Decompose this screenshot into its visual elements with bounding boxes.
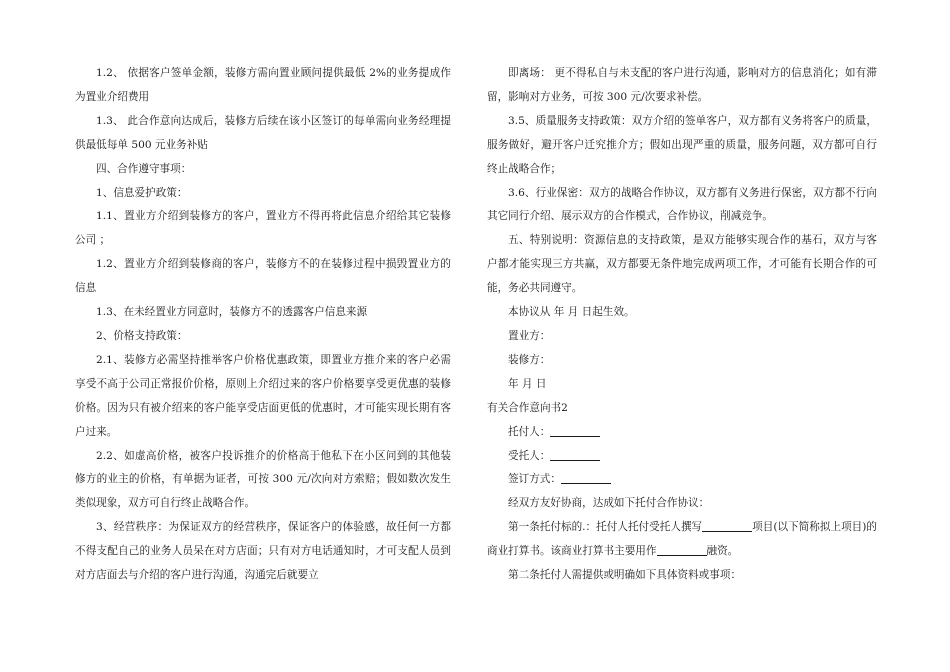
signature-date-line: 年 月 日: [508, 377, 547, 390]
agreement-intro: 经双方友好协商，达成如下托付合作协议：: [508, 497, 710, 510]
trustee-blank: [550, 447, 600, 461]
document-2-title: 有关合作意向书2: [487, 401, 568, 414]
principal-blank: [550, 423, 600, 437]
clause-2-1-price: 2.1、装修方必需坚持推举客户价格优惠政策，即置业方推介来的客户必需享受不高于公司正常报价价格，原则上介绍过来的客户价格要享受更优惠的装修价格。因为只有被介绍来的客户能享受店面更低的优惠时，才可能实现长期有客户过来。: [75, 353, 451, 438]
effective-date-line: 本协议从 年 月 日起生效。: [508, 306, 635, 319]
financing-blank: [657, 542, 707, 556]
clause-1-2-commission: 1.2、 依据客户签单金额，装修方需向置业顾问提供最低 2%的业务提成作为置业介绍费用: [75, 67, 451, 103]
signing-method-line: [487, 468, 877, 492]
section-4-heading: 四、合作遵守事项：: [96, 162, 192, 175]
article-1-subject: [487, 516, 877, 564]
clause-3-5-quality: 3.5、质量服务支持政策：双方介绍的签单客户，双方都有义务将客户的质量，服务做好，避开客户迁究推介方；假如出现严重的质量，服务问题，双方都可自行终止战略合作；: [487, 114, 877, 175]
signing-method-label: 签订方式：: [508, 473, 561, 486]
article-1-part-c: 融资。: [706, 545, 739, 558]
article-2-requirements: 第二条托付人需提供或明确如下具体资料或事项：: [508, 569, 742, 582]
clause-1-1-info: 1.1、置业方介绍到装修方的客户，置业方不得再将此信息介绍给其它装修公司 ；: [75, 210, 451, 247]
clause-3-order: 3、经营秩序：为保证双方的经营秩序，保证客户的体验感，故任何一方都不得支配自己的业务人员呆在对方店面；只有对方电话通知时，才可支配人员到对方店面去与介绍的客户进行沟通，沟通完后就要立: [75, 521, 451, 582]
clause-1-3-subsidy: 1.3、 此合作意向达成后，装修方后续在该小区签订的每单需向业务经理提供最低每单 500 元业务补贴: [75, 114, 451, 151]
subsection-info-protection: 1、信息爱护政策：: [96, 186, 188, 199]
trustee-label: 受托人：: [508, 449, 551, 462]
signatory-decoration-party: 装修方：: [508, 353, 551, 366]
clause-1-3-info: 1.3、在未经置业方同意时，装修方不的透露客户信息来源: [96, 306, 368, 319]
article-1-part-b: 项目(以下简称拟上项目)的商业打算书。该商业打算书主要用作: [487, 521, 877, 558]
subsection-price-support: 2、价格支持政策：: [96, 329, 188, 342]
section-5-special-note: 五、特别说明：资源信息的支持政策，是双方能够实现合作的基石，双方与客户都才能实现三方共赢，双方都要无条件地完成两项工作，才可能有长期合作的可能，务必共同遵守。: [487, 234, 877, 295]
clause-2-2-price: 2.2、如虚高价格，被客户投诉推介的价格高于他私下在小区问到的其他装修方的业主的价格，有单据为证者，可按 300 元/次向对方索赔；假如数次发生类似现象，双方可自行终止战略合作。: [75, 449, 451, 510]
clause-1-2-info: 1.2、置业方介绍到装修商的客户，装修方不的在装修过程中损毁置业方的信息: [75, 258, 451, 295]
signing-method-blank: [561, 470, 611, 484]
right-column: [487, 62, 877, 588]
clause-3-6-confidentiality: 3.6、行业保密：双方的战略合作协议，双方都有义务进行保密，双方都不行向其它同行介绍、展示双方的合作模式，合作协议，削减竞争。: [487, 186, 877, 223]
principal-label: 托付人：: [508, 425, 551, 438]
project-name-blank: [702, 518, 752, 532]
clause-3-order-continued: 即离场： 更不得私自与未支配的客户进行沟通，影响对方的信息消化；如有滞留，影响对方业务，可按 300 元/次要求补偿。: [487, 67, 877, 103]
signatory-property-party: 置业方：: [508, 329, 551, 342]
left-column: [75, 62, 451, 588]
principal-line: [487, 421, 877, 445]
article-1-part-a: 第一条托付标的.：托付人托付受托人撰写: [508, 521, 703, 534]
trustee-line: [487, 445, 877, 469]
